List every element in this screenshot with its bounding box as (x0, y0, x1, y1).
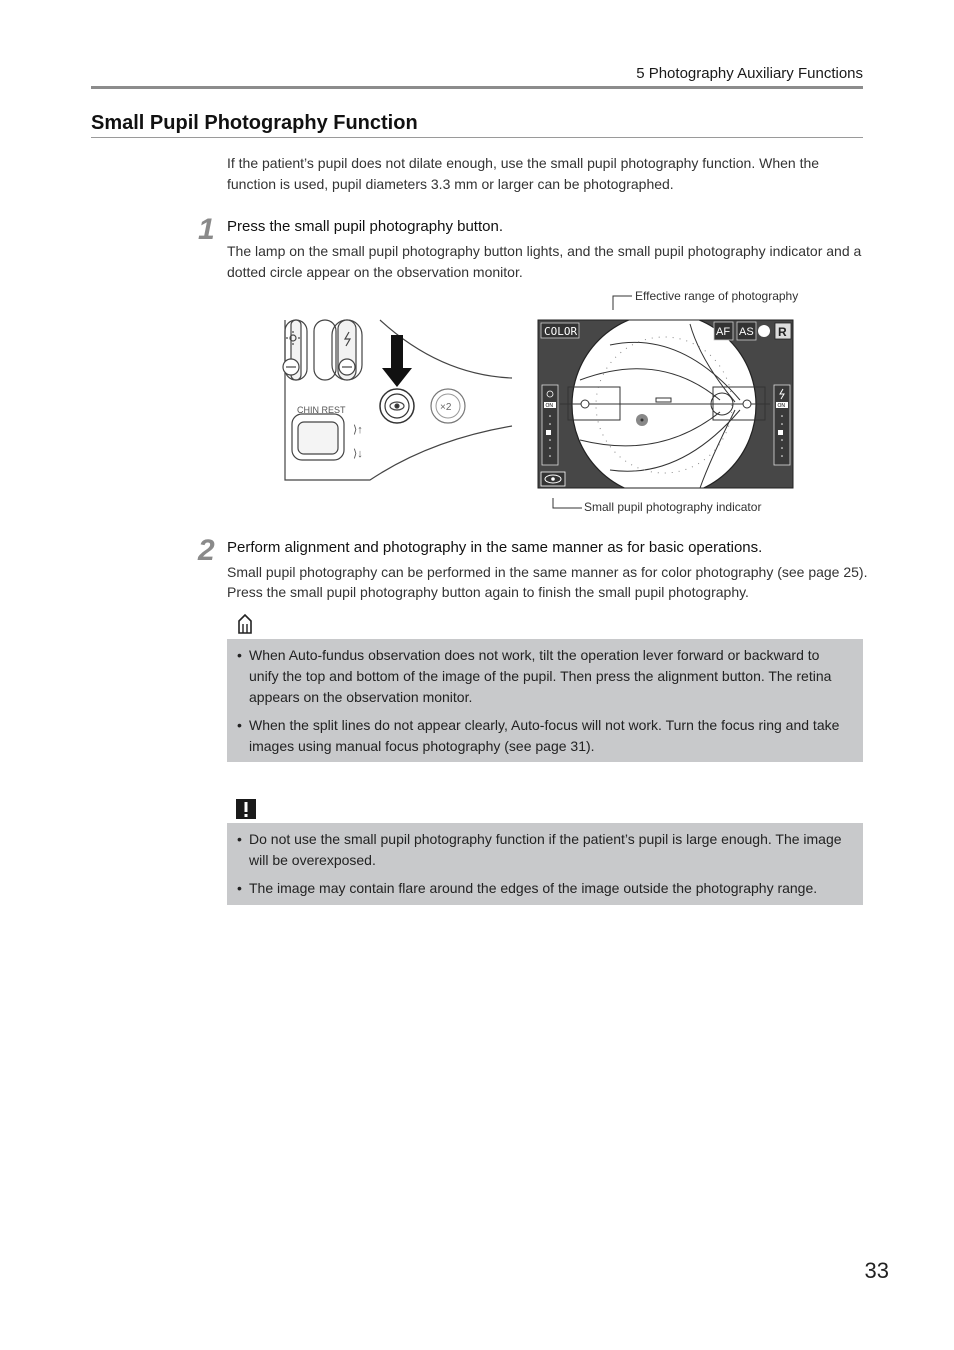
caution-box (227, 823, 863, 905)
step-2-heading: Perform alignment and photography in the same manner as for basic operations. (227, 539, 763, 556)
step-2-number: 2 (198, 534, 215, 567)
section-title: Small Pupil Photography Function (91, 112, 418, 134)
monitor-on-right: ON (777, 403, 785, 409)
observation-monitor (538, 310, 793, 498)
caution-item: • Do not use the small pupil photography function if the patient’s pupil is large enough. The image will be overexposed. (237, 831, 842, 868)
step-2-body-line-2: Press the small pupil photography button again to finish the small pupil photography. (227, 584, 749, 600)
bullet: • (237, 717, 242, 733)
svg-text:⟩↓: ⟩↓ (353, 448, 363, 460)
memo-item: • When Auto-fundus observation does not work, tilt the operation lever forward or backward to unify the top and bottom of the image of the pupil. Then press the alignment button. The retina appears on the observation monitor. (237, 647, 832, 705)
svg-text:⟩↑: ⟩↑ (353, 424, 363, 436)
page-number: 33 (864, 1258, 889, 1283)
memo-icon (236, 613, 254, 635)
press-arrow (382, 335, 412, 387)
x2-label: ×2 (440, 402, 452, 413)
step-2-body-line-1: Small pupil photography can be performed in the same manner as for color photography (see page 25). (227, 564, 868, 580)
effective-range-circle (572, 313, 756, 497)
step-1-body: The lamp on the small pupil photography button lights, and the small pupil photography indicator and a dotted circle appear on the observation monitor. (227, 243, 862, 280)
memo-item: • When the split lines do not appear clearly, Auto-focus will not work. Turn the focus ring and take images using manual focus photography (see page 31). (237, 717, 840, 754)
chapter-header: 5 Photography Auxiliary Functions (636, 65, 863, 82)
bullet: • (237, 831, 242, 847)
step-1-number: 1 (198, 213, 215, 246)
callout-small-pupil-indicator: Small pupil photography indicator (584, 500, 762, 514)
bullet: • (237, 647, 242, 663)
monitor-on-left: ON (545, 403, 553, 409)
step-1-heading: Press the small pupil photography button. (227, 218, 503, 235)
caution-item: • The image may contain flare around the edges of the image outside the photography range. (237, 878, 851, 899)
caution-icon (236, 799, 256, 819)
chin-rest-label: CHIN REST (297, 405, 346, 415)
callout-effective-range: Effective range of photography (635, 289, 799, 303)
memo-box (227, 639, 863, 762)
monitor-af-label: AF (716, 326, 731, 338)
title-rule (91, 137, 863, 138)
monitor-as-label: AS (739, 326, 754, 338)
intro-paragraph: If the patient’s pupil does not dilate enough, use the small pupil photography function. When the function is used, pupil diameters 3.3 mm or larger can be photographed. (227, 155, 820, 192)
monitor-eye-label: R (778, 325, 787, 339)
figure-illustration (280, 290, 820, 515)
bullet: • (237, 880, 242, 896)
monitor-mode-label: COLOR (544, 325, 578, 338)
header-rule (91, 86, 863, 89)
